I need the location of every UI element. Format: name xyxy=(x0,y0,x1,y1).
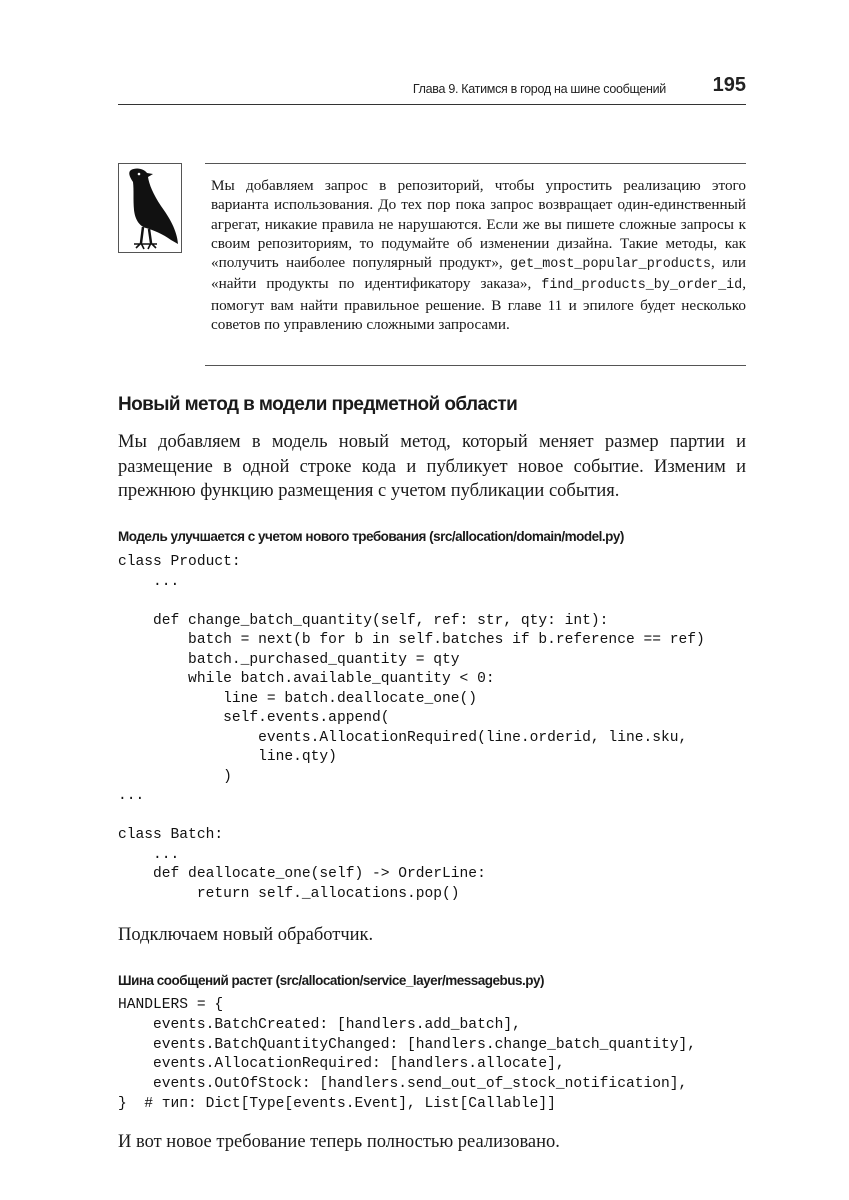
code-line: line.qty) xyxy=(118,749,337,765)
code-line: events.AllocationRequired: [handlers.allocate], xyxy=(118,1056,565,1073)
code-line: self.events.append( xyxy=(118,710,390,726)
code-line: batch._purchased_quantity = qty xyxy=(118,651,460,668)
code-line xyxy=(118,807,705,827)
code-line: events.BatchCreated: [handlers.add_batch], xyxy=(118,1016,521,1033)
handler-text: Подключаем новый обработчик. xyxy=(118,925,374,945)
code-line: def deallocate_one(self) -> OrderLine: xyxy=(118,866,486,882)
code-line: line = batch.deallocate_one() xyxy=(118,690,478,707)
section-heading: Новый метод в модели предметной области xyxy=(118,394,518,415)
code-line: return self._allocations.pop() xyxy=(118,885,460,902)
note-text-part-2: , или «найти продукты по идентификатору заказа», xyxy=(211,254,747,293)
note-text xyxy=(211,176,746,334)
code-line: events.BatchQuantityChanged: [handlers.change_batch_quantity], xyxy=(118,1036,697,1053)
code-line xyxy=(118,592,705,612)
page-number: 195 xyxy=(712,74,746,96)
code-line: class Batch: xyxy=(118,827,224,843)
code-line: ... xyxy=(118,846,180,863)
code-line: events.AllocationRequired(line.orderid, line.sku, xyxy=(118,729,688,746)
listing-2-caption: Шина сообщений растет (src/allocation/service_layer/messagebus.py) xyxy=(118,973,544,988)
crow-icon xyxy=(118,163,182,253)
note-box xyxy=(205,163,746,366)
running-head xyxy=(118,70,746,105)
code-line: ... xyxy=(118,573,180,590)
code-line: class Product: xyxy=(118,554,241,570)
listing-2-code xyxy=(118,996,696,1115)
listing-1-caption: Модель улучшается с учетом нового требования (src/allocation/domain/model.py) xyxy=(118,529,624,544)
code-line: events.OutOfStock: [handlers.send_out_of_stock_notification], xyxy=(118,1076,688,1093)
note-code-1: get_most_popular_products xyxy=(510,257,711,273)
code-line: batch = next(b for b in self.batches if b.reference == ref) xyxy=(118,632,705,648)
section-intro: Мы добавляем в модель новый метод, который меняет размер партии и размещение в одной строке кода и публикует новое событие. Изменим и прежнюю функцию размещения с учетом публикации события. xyxy=(118,432,746,501)
code-line: } # тип: Dict[Type[events.Event], List[Callable]] xyxy=(118,1095,556,1112)
chapter-title: Глава 9. Катимся в город на шине сообщений xyxy=(412,82,666,96)
listing-1-code xyxy=(118,553,705,904)
note-code-2: find_products_by_order_id xyxy=(541,278,743,294)
code-line: ... xyxy=(118,788,145,804)
closing-text: И вот новое требование теперь полностью реализовано. xyxy=(118,1132,560,1152)
note-text-part-1: Мы добавляем запрос в репозиторий, чтобы упростить реализацию этого варианта использования. До тех пор пока запрос возвращает один-единственный агрегат, никакие правила не нарушаются. Если же вы пишете сложные запросы к своим репозиториям, то подумайте об изменении дизайна. Такие методы, как «получить наиболее популярный продукт», xyxy=(211,177,746,272)
note-text-part-3: , помогут вам найти правильное решение. В главе 11 и эпилоге будет несколько советов по управлению сложными запросами. xyxy=(211,275,746,334)
code-line: while batch.available_quantity < 0: xyxy=(118,671,495,687)
code-line: ) xyxy=(118,768,232,785)
code-line: def change_batch_quantity(self, ref: str, qty: int): xyxy=(118,612,609,629)
code-line: HANDLERS = { xyxy=(118,997,224,1013)
